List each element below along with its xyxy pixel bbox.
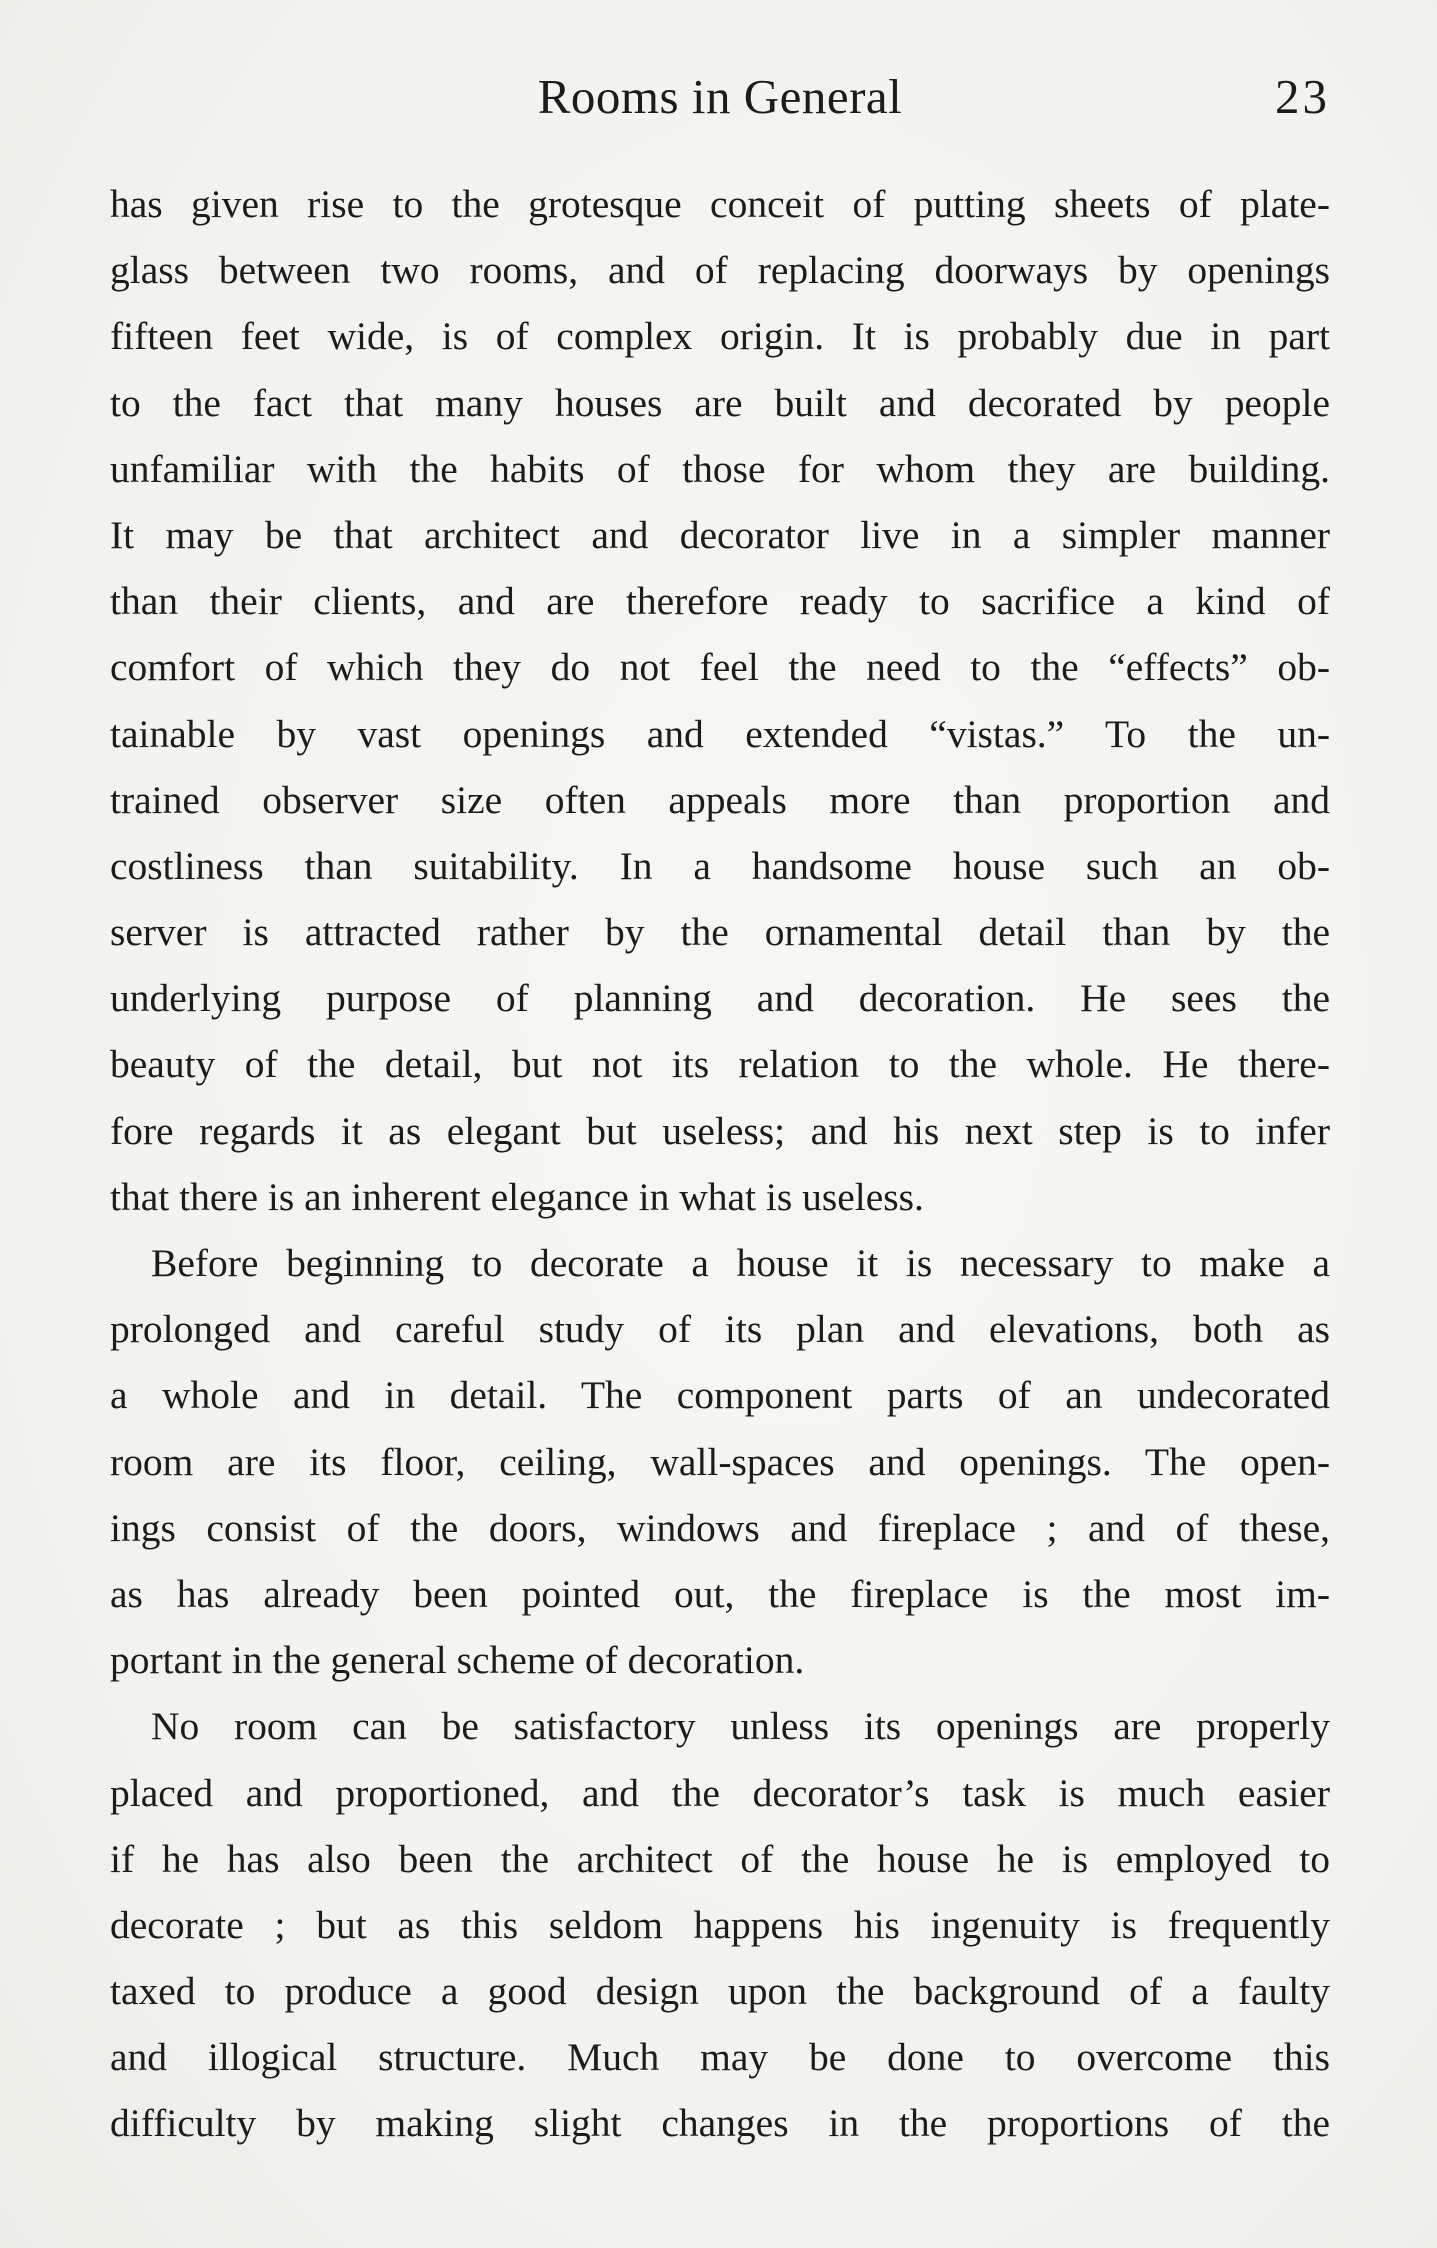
text-line: a whole and in detail. The component parts of an undecorated xyxy=(110,1373,1330,1418)
running-head xyxy=(110,62,1330,132)
text-line: It may be that architect and decorator live in a simpler manner xyxy=(110,512,1330,557)
text-line: decorate ; but as this seldom happens his ingenuity is frequently xyxy=(110,1902,1330,1947)
page-number: 23 xyxy=(1275,69,1330,124)
paragraph-1 xyxy=(110,171,1330,1230)
text-line: fifteen feet wide, is of complex origin. It is probably due in part xyxy=(110,314,1330,359)
text-line: if he has also been the architect of the house he is employed to xyxy=(110,1836,1330,1881)
text-line: fore regards it as elegant but useless; and his next step is to infer xyxy=(110,1108,1330,1153)
text-line: to the fact that many houses are built and decorated by people xyxy=(110,380,1330,425)
text-line: has given rise to the grotesque conceit of putting sheets of plate- xyxy=(110,182,1330,226)
text-line: difficulty by making slight changes in the proportions of the xyxy=(110,2101,1330,2146)
text-line: that there is an inherent elegance in what is useless. xyxy=(110,1174,924,1219)
text-line: unfamiliar with the habits of those for whom they are building. xyxy=(110,446,1330,491)
text-line: Before beginning to decorate a house it is necessary to make a xyxy=(151,1241,1330,1285)
text-line: portant in the general scheme of decoration. xyxy=(110,1638,805,1683)
paragraph-2 xyxy=(110,1230,1330,1693)
running-title: Rooms in General xyxy=(537,69,903,124)
text-line: and illogical structure. Much may be done to overcome this xyxy=(110,2035,1330,2080)
paragraph-3 xyxy=(110,1693,1330,2156)
text-line: room are its floor, ceiling, wall-spaces and openings. The open- xyxy=(110,1439,1330,1484)
text-line: than their clients, and are therefore ready to sacrifice a kind of xyxy=(110,579,1330,624)
text-line: beauty of the detail, but not its relation to the whole. He there- xyxy=(110,1042,1330,1087)
text-line: trained observer size often appeals more than proportion and xyxy=(110,777,1330,822)
text-line: tainable by vast openings and extended “vistas.” To the un- xyxy=(110,711,1330,756)
text-line: No room can be satisfactory unless its openings are properly xyxy=(151,1704,1330,1749)
text-line: prolonged and careful study of its plan and elevations, both as xyxy=(110,1307,1330,1352)
text-line: server is attracted rather by the ornamental detail than by the xyxy=(110,910,1330,955)
text-line: ings consist of the doors, windows and fireplace ; and of these, xyxy=(110,1505,1330,1550)
text-line: underlying purpose of planning and decoration. He sees the xyxy=(110,976,1330,1021)
body-text xyxy=(110,171,1330,2157)
text-line: taxed to produce a good design upon the background of a faulty xyxy=(110,1969,1330,2014)
text-line: as has already been pointed out, the fireplace is the most im- xyxy=(110,1571,1330,1616)
text-line: comfort of which they do not feel the need to the “effects” ob- xyxy=(110,645,1330,690)
text-line: placed and proportioned, and the decorator’s task is much easier xyxy=(110,1770,1330,1815)
text-line: glass between two rooms, and of replacing doorways by openings xyxy=(110,248,1330,293)
text-line: costliness than suitability. In a handsome house such an ob- xyxy=(110,843,1330,888)
